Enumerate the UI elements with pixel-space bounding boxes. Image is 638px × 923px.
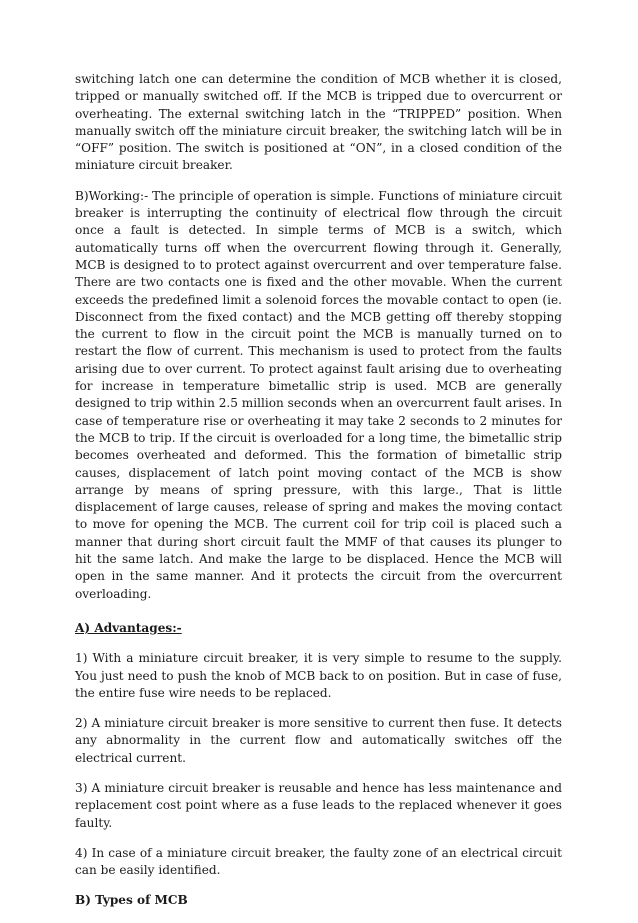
intro-paragraph: switching latch one can determine the condition of MCB whether it is closed, tripped or manually switched off. If the MCB is tripped due to overcurrent or overheating. The external switching latch in the “TRIPPED” position. When manually switch off the miniature circuit breaker, the switching latch will be in “OFF” position. The switch is positioned at “ON”, in a closed condition of the miniature circuit breaker. <box>75 72 562 173</box>
working-paragraph: B)Working:- The principle of operation is simple. Functions of miniature circuit breaker is interrupting the continuity of electrical flow through the circuit once a fault is detected. In simple terms of MCB is a switch, which automatically turns off when the overcurrent flowing through it. Generally, MCB is designed to to protect against overcurrent and over temperature false. There are two contacts one is fixed and the other movable. When the current exceeds the predefined limit a solenoid forces the movable contact to open (ie. Disconnect from the fixed contact) and the MCB getting off thereby stopping the current to flow in the circuit point the MCB is manually turned on to restart the flow of current. This mechanism is used to protect from the faults arising due to over current. To protect against fault arising due to overheating for increase in temperature bimetallic strip is used. MCB are generally designed to trip within 2.5 million seconds when an overcurrent fault arises. In case of temperature rise or overheating it may take 2 seconds to 2 minutes for the MCB to trip. If the circuit is overloaded for a long time, the bimetallic strip becomes overheated and deformed. This the formation of bimetallic strip causes, displacement of latch point moving contact of the MCB is show arrange by means of spring pressure, with this large., That is little displacement of large causes, release of spring and makes the moving contact to move for opening the MCB. The current coil for trip coil is placed such a manner that during short circuit fault the MMF of that causes its plunger to hit the same latch. And make the large to be displaced. Hence the MCB will open in the same manner. And it protects the circuit from the overcurrent overloading. <box>75 188 562 601</box>
advantage-item-1: 1) With a miniature circuit breaker, it is very simple to resume to the supply. You just need to push the knob of MCB back to on position. But in case of fuse, the entire fuse wire needs to be replaced. <box>75 651 562 700</box>
document-body <box>75 71 562 923</box>
advantage-item-2: 2) A miniature circuit breaker is more sensitive to current then fuse. It detects any abnormality in the current flow and automatically switches off the electrical current. <box>75 716 562 765</box>
advantages-heading: A) Advantages:- <box>75 620 182 635</box>
types-heading: B) Types of MCB <box>75 893 188 908</box>
advantage-item-3: 3) A miniature circuit breaker is reusable and hence has less maintenance and replacement cost point where as a fuse leads to the replaced whenever it goes faulty. <box>75 780 562 830</box>
advantage-item-4: 4) In case of a miniature circuit breaker, the faulty zone of an electrical circuit can be easily identified. <box>75 845 562 878</box>
